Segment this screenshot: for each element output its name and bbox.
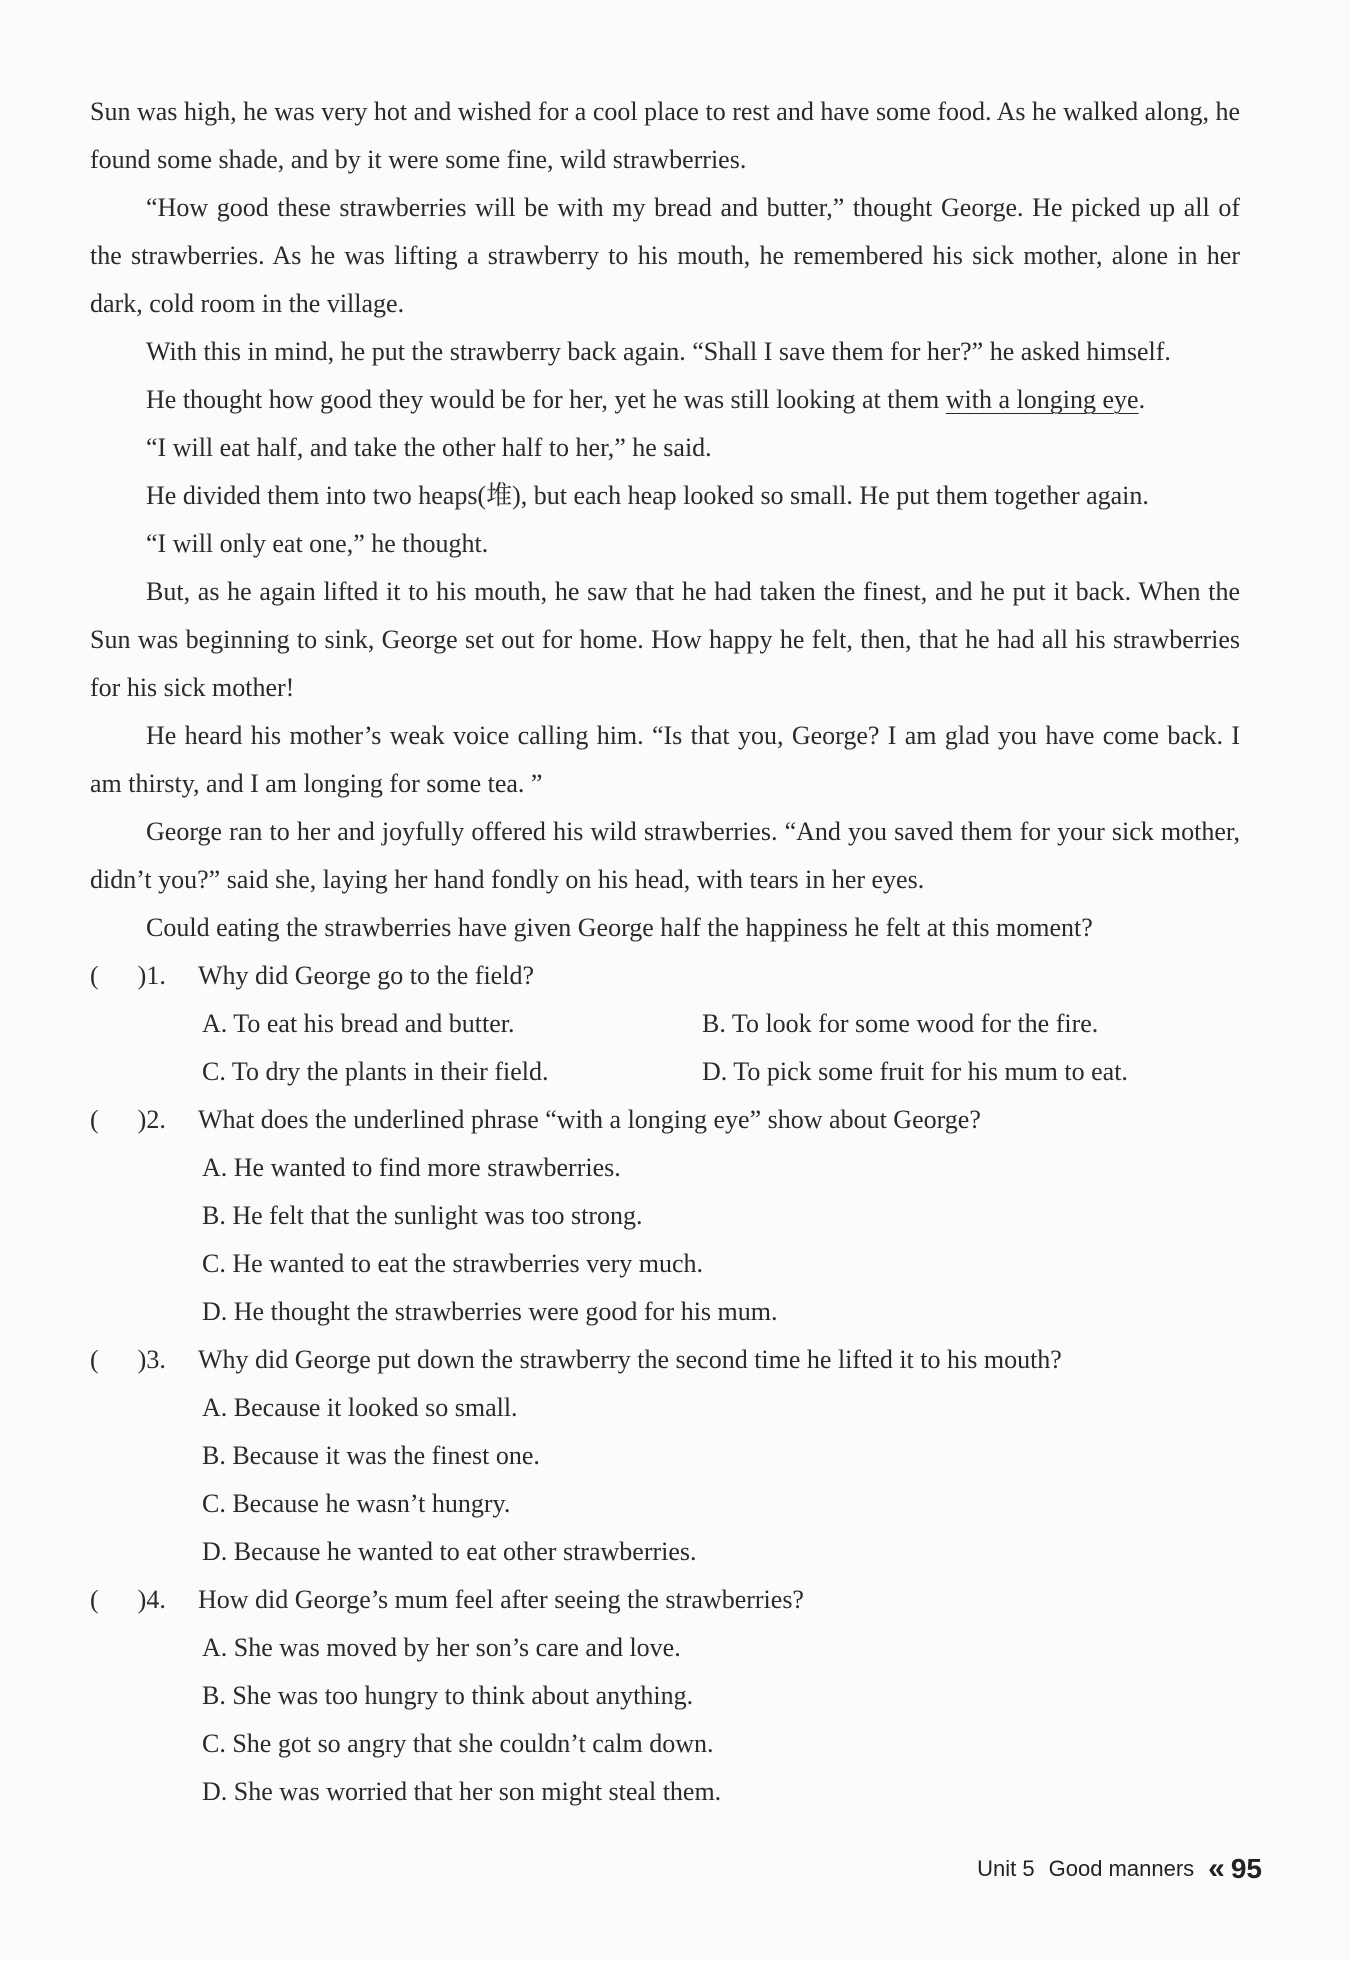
option-b[interactable]: B. She was too hungry to think about anything. bbox=[202, 1681, 694, 1710]
question-3 bbox=[90, 1336, 1240, 1576]
passage-paragraph-5: “I will eat half, and take the other half to her,” he said. bbox=[146, 433, 712, 462]
footer-unit: Unit 5 bbox=[977, 1856, 1035, 1881]
passage-paragraph-7: “I will only eat one,” he thought. bbox=[146, 529, 489, 558]
footer-unit-title: Good manners bbox=[1048, 1856, 1195, 1881]
option-d[interactable]: D. To pick some fruit for his mum to eat. bbox=[702, 1057, 1128, 1086]
option-list bbox=[90, 1384, 1240, 1576]
option-list bbox=[90, 1624, 1240, 1816]
passage-text: . bbox=[1138, 385, 1146, 414]
passage-paragraph-6: He divided them into two heaps(堆), but each heap looked so small. He put them together again. bbox=[146, 481, 1149, 510]
option-a[interactable]: A. He wanted to find more strawberries. bbox=[202, 1153, 621, 1182]
answer-bracket[interactable]: ( )4. bbox=[90, 1585, 166, 1614]
double-chevron-left-icon: « bbox=[1208, 1852, 1219, 1885]
passage-paragraph-8: But, as he again lifted it to his mouth, he saw that he had taken the finest, and he put it back. When the Sun was beginning to sink, George set out for home. How happy he felt, then, that he had all his strawberries for his sick mother! bbox=[90, 577, 1240, 702]
underlined-phrase: with a longing eye bbox=[945, 385, 1139, 414]
option-c[interactable]: C. Because he wasn’t hungry. bbox=[202, 1489, 511, 1518]
option-list bbox=[90, 1144, 1240, 1336]
option-d[interactable]: D. Because he wanted to eat other strawberries. bbox=[202, 1537, 697, 1566]
question-text: What does the underlined phrase “with a longing eye” show about George? bbox=[198, 1105, 981, 1134]
passage-paragraph-3: With this in mind, he put the strawberry back again. “Shall I save them for her?” he asked himself. bbox=[146, 337, 1171, 366]
option-d[interactable]: D. She was worried that her son might steal them. bbox=[202, 1777, 722, 1806]
passage-paragraph-10: George ran to her and joyfully offered his wild strawberries. “And you saved them for your sick mother, didn’t you?” said she, laying her hand fondly on his head, with tears in her eyes. bbox=[90, 817, 1240, 894]
option-c[interactable]: C. He wanted to eat the strawberries very much. bbox=[202, 1249, 704, 1278]
question-stem bbox=[90, 1096, 1240, 1144]
question-1 bbox=[90, 952, 1240, 1096]
question-stem bbox=[90, 952, 1240, 1000]
answer-bracket[interactable]: ( )2. bbox=[90, 1105, 166, 1134]
passage-paragraph-11: Could eating the strawberries have given George half the happiness he felt at this moment? bbox=[146, 913, 1093, 942]
page-footer bbox=[977, 1852, 1262, 1886]
answer-bracket[interactable]: ( )3. bbox=[90, 1345, 166, 1374]
question-4 bbox=[90, 1576, 1240, 1816]
page-number: 95 bbox=[1230, 1853, 1262, 1884]
passage-text: He thought how good they would be for her, yet he was still looking at them bbox=[146, 385, 946, 414]
answer-bracket[interactable]: ( )1. bbox=[90, 961, 166, 990]
option-b[interactable]: B. Because it was the finest one. bbox=[202, 1441, 540, 1470]
option-d[interactable]: D. He thought the strawberries were good for his mum. bbox=[202, 1297, 778, 1326]
document-page bbox=[90, 88, 1240, 1816]
passage-paragraph-4 bbox=[90, 376, 1240, 424]
question-stem bbox=[90, 1576, 1240, 1624]
question-stem bbox=[90, 1336, 1240, 1384]
question-text: How did George’s mum feel after seeing the strawberries? bbox=[198, 1585, 804, 1614]
option-c[interactable]: C. To dry the plants in their field. bbox=[202, 1057, 549, 1086]
question-text: Why did George put down the strawberry the second time he lifted it to his mouth? bbox=[198, 1345, 1062, 1374]
passage-paragraph-9: He heard his mother’s weak voice calling him. “Is that you, George? I am glad you have come back. I am thirsty, and I am longing for some tea. ” bbox=[90, 721, 1240, 798]
option-a[interactable]: A. She was moved by her son’s care and love. bbox=[202, 1633, 681, 1662]
option-a[interactable]: A. To eat his bread and butter. bbox=[202, 1009, 515, 1038]
passage-paragraph-2: “How good these strawberries will be with my bread and butter,” thought George. He picked up all of the strawberries. As he was lifting a strawberry to his mouth, he remembered his sick mother, alone in her dark, cold room in the village. bbox=[90, 193, 1240, 318]
option-list bbox=[90, 1000, 1240, 1096]
option-a[interactable]: A. Because it looked so small. bbox=[202, 1393, 518, 1422]
option-b[interactable]: B. To look for some wood for the fire. bbox=[702, 1009, 1099, 1038]
question-2 bbox=[90, 1096, 1240, 1336]
option-c[interactable]: C. She got so angry that she couldn’t calm down. bbox=[202, 1729, 714, 1758]
option-b[interactable]: B. He felt that the sunlight was too strong. bbox=[202, 1201, 643, 1230]
question-text: Why did George go to the field? bbox=[198, 961, 534, 990]
passage-paragraph-1: Sun was high, he was very hot and wished for a cool place to rest and have some food. As he walked along, he found some shade, and by it were some fine, wild strawberries. bbox=[90, 97, 1240, 174]
